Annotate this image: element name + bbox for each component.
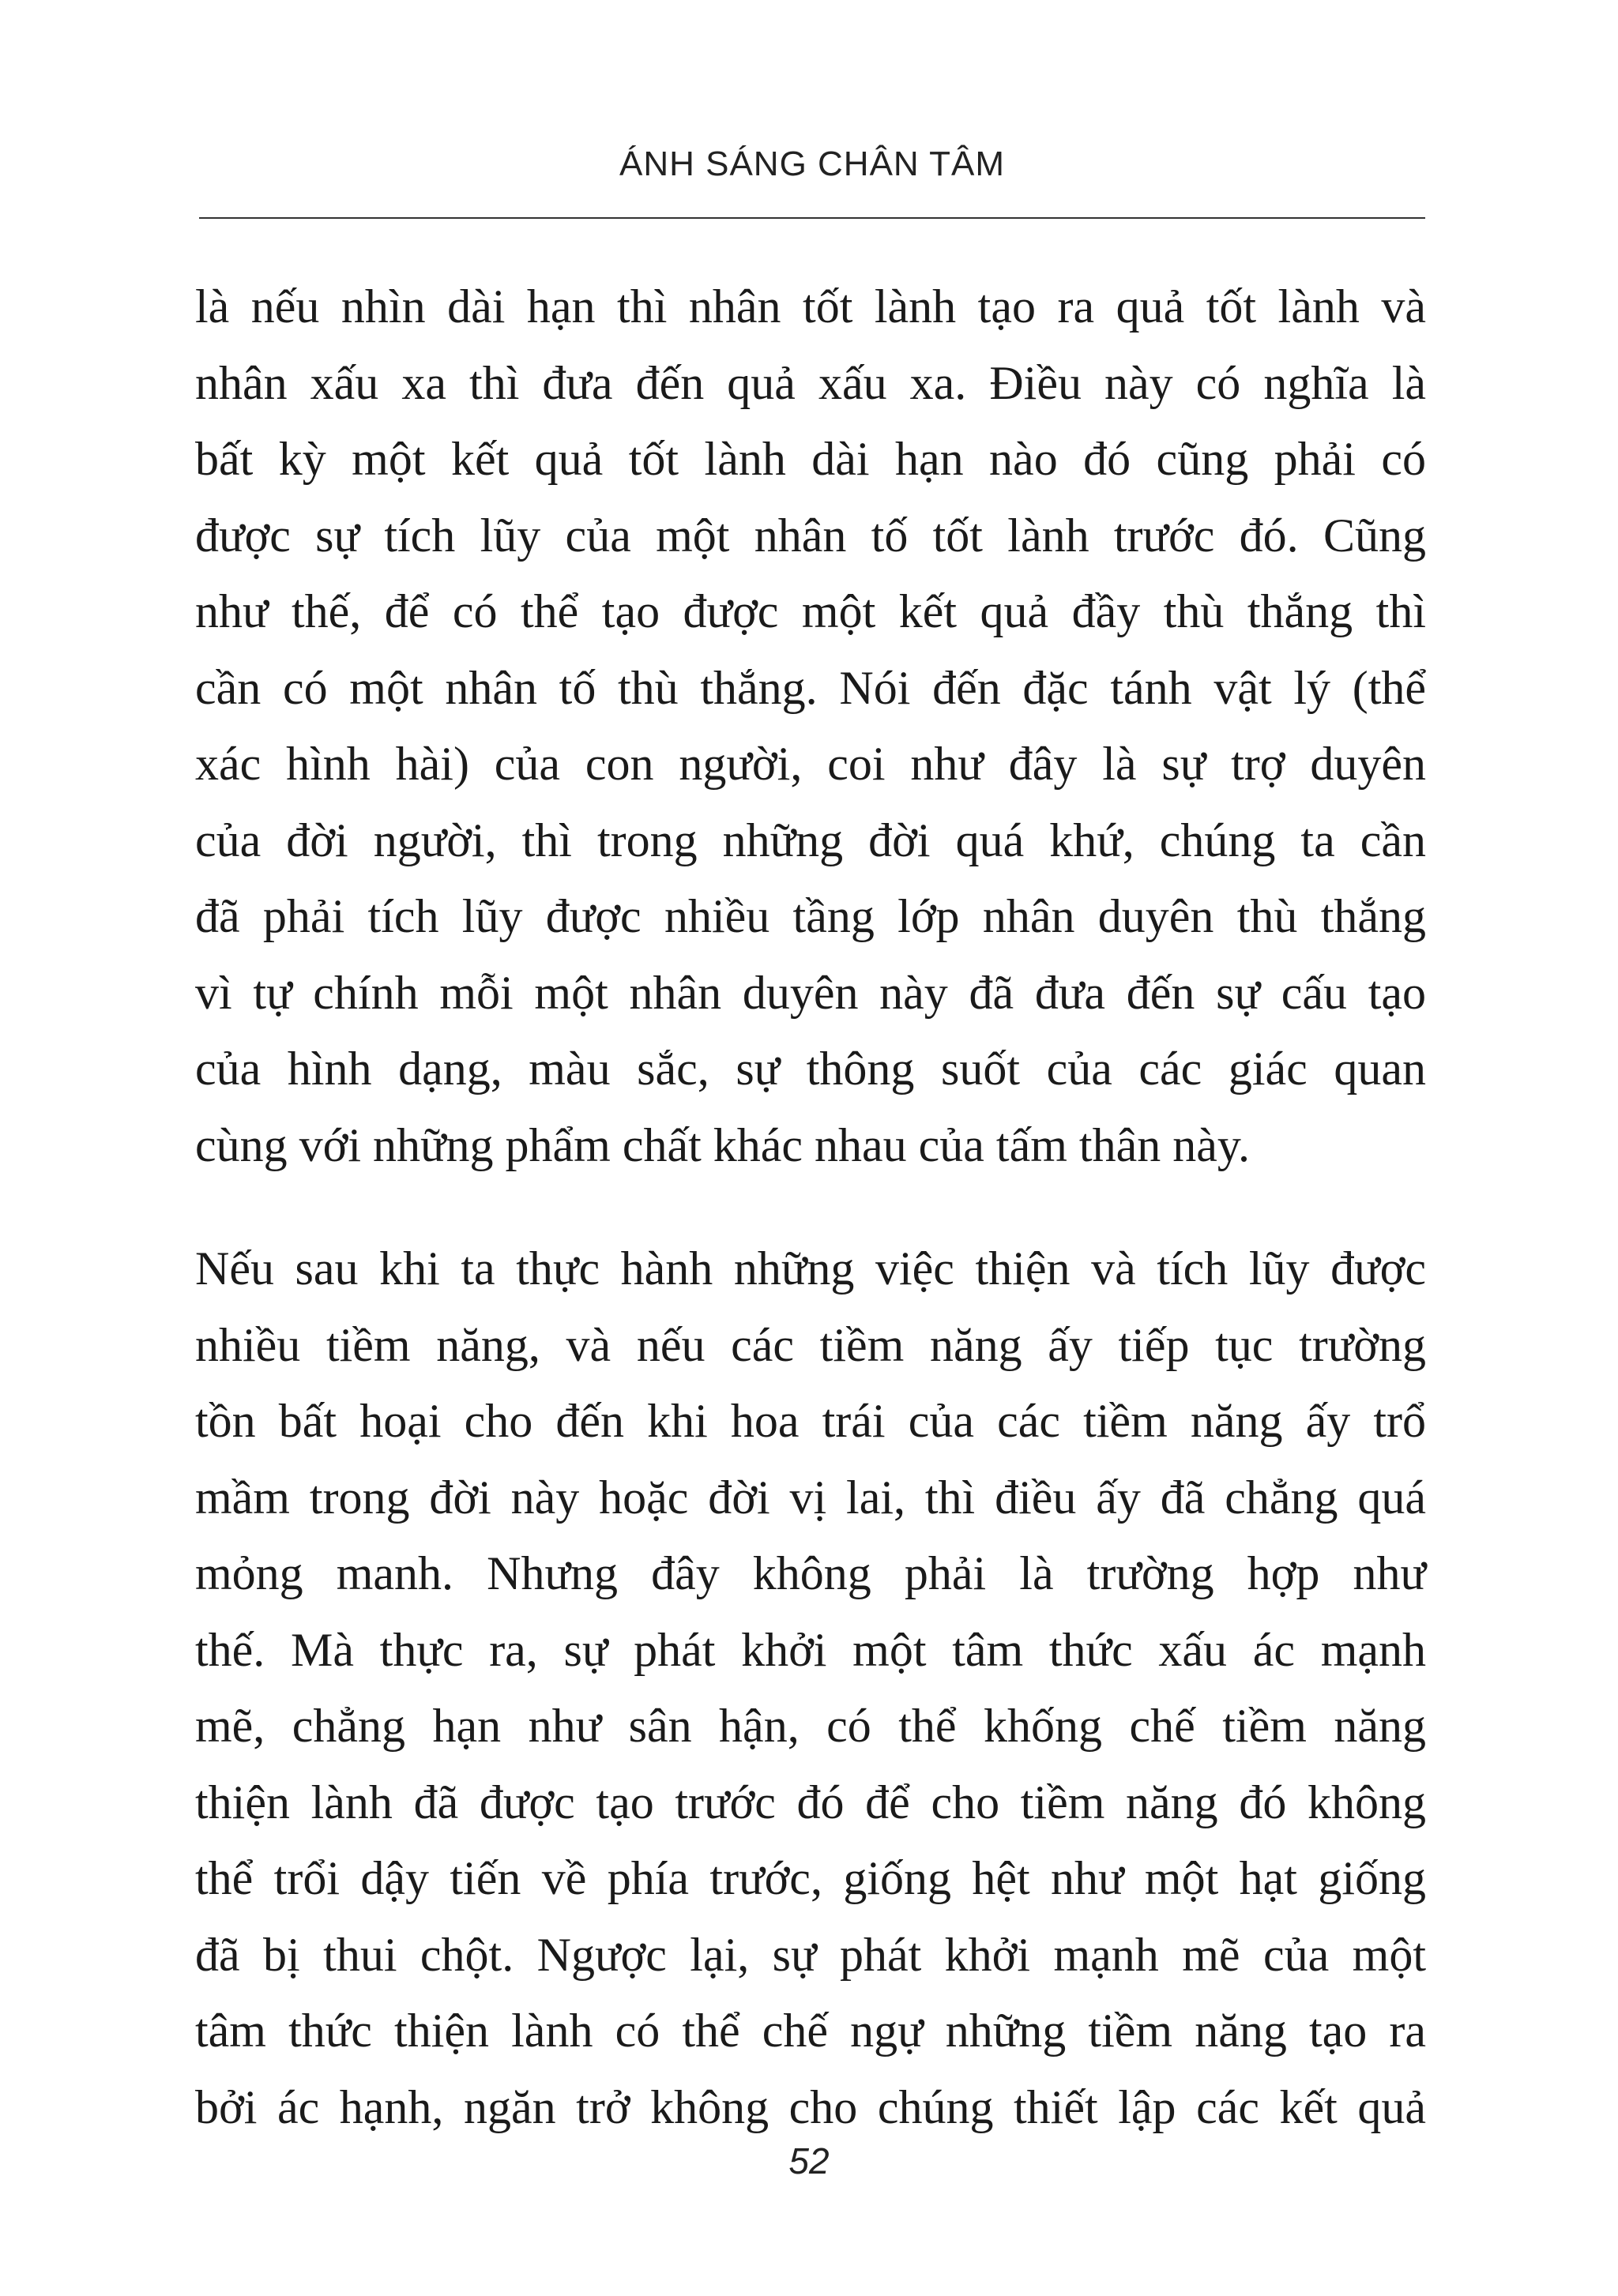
page-number: 52 bbox=[788, 2140, 830, 2181]
text-line: nhiều tiềm năng, và nếu các tiềm năng ấy tiếp tục trường bbox=[195, 1318, 1426, 1371]
text-line: đã phải tích lũy được nhiều tầng lớp nhân duyên thù thắng bbox=[195, 890, 1426, 942]
text-line: là nếu nhìn dài hạn thì nhân tốt lành tạo ra quả tốt lành và bbox=[195, 280, 1426, 333]
text-line: tồn bất hoại cho đến khi hoa trái của các tiềm năng ấy trổ bbox=[195, 1395, 1426, 1447]
text-line: mỏng manh. Nhưng đây không phải là trường hợp như bbox=[195, 1547, 1426, 1599]
text-line: nhân xấu xa thì đưa đến quả xấu xa. Điều này có nghĩa là bbox=[195, 356, 1426, 409]
text-line: của hình dạng, màu sắc, sự thông suốt của các giác quan bbox=[195, 1043, 1426, 1095]
text-line: được sự tích lũy của một nhân tố tốt lành trước đó. Cũng bbox=[195, 509, 1426, 562]
text-line: bất kỳ một kết quả tốt lành dài hạn nào đó cũng phải có bbox=[195, 433, 1426, 485]
paragraph-1 bbox=[195, 269, 1426, 1183]
text-line: cần có một nhân tố thù thắng. Nói đến đặc tánh vật lý (thể bbox=[195, 661, 1426, 714]
text-line: bởi ác hạnh, ngăn trở không cho chúng thiết lập các kết quả bbox=[195, 2080, 1426, 2133]
page-body bbox=[195, 269, 1426, 2145]
text-line: thiện lành đã được tạo trước đó để cho tiềm năng đó không bbox=[195, 1776, 1426, 1828]
text-line: mầm trong đời này hoặc đời vị lai, thì điều ấy đã chẳng quá bbox=[195, 1471, 1426, 1524]
text-line: của đời người, thì trong những đời quá khứ, chúng ta cần bbox=[195, 814, 1426, 866]
text-line: đã bị thui chột. Ngược lại, sự phát khởi mạnh mẽ của một bbox=[195, 1928, 1426, 1981]
header-divider bbox=[199, 217, 1425, 219]
text-line: như thế, để có thể tạo được một kết quả đầy thù thắng thì bbox=[195, 585, 1426, 637]
text-line: thế. Mà thực ra, sự phát khởi một tâm thức xấu ác mạnh bbox=[195, 1623, 1426, 1676]
running-header-title: ÁNH SÁNG CHÂN TÂM bbox=[619, 145, 1006, 183]
text-line: thể trổi dậy tiến về phía trước, giống hệt như một hạt giống bbox=[195, 1852, 1426, 1904]
text-line: tâm thức thiện lành có thể chế ngự những tiềm năng tạo ra bbox=[195, 2005, 1426, 2057]
paragraph-2 bbox=[195, 1231, 1426, 2145]
text-line: vì tự chính mỗi một nhân duyên này đã đưa đến sự cấu tạo bbox=[195, 966, 1426, 1019]
text-line-last: cùng với những phẩm chất khác nhau của tấm thân này. bbox=[195, 1118, 1250, 1171]
text-line: mẽ, chẳng hạn như sân hận, có thể khống chế tiềm năng bbox=[195, 1700, 1426, 1752]
text-line: xác hình hài) của con người, coi như đây là sự trợ duyên bbox=[195, 738, 1426, 790]
text-line: Nếu sau khi ta thực hành những việc thiện và tích lũy được bbox=[195, 1242, 1426, 1295]
